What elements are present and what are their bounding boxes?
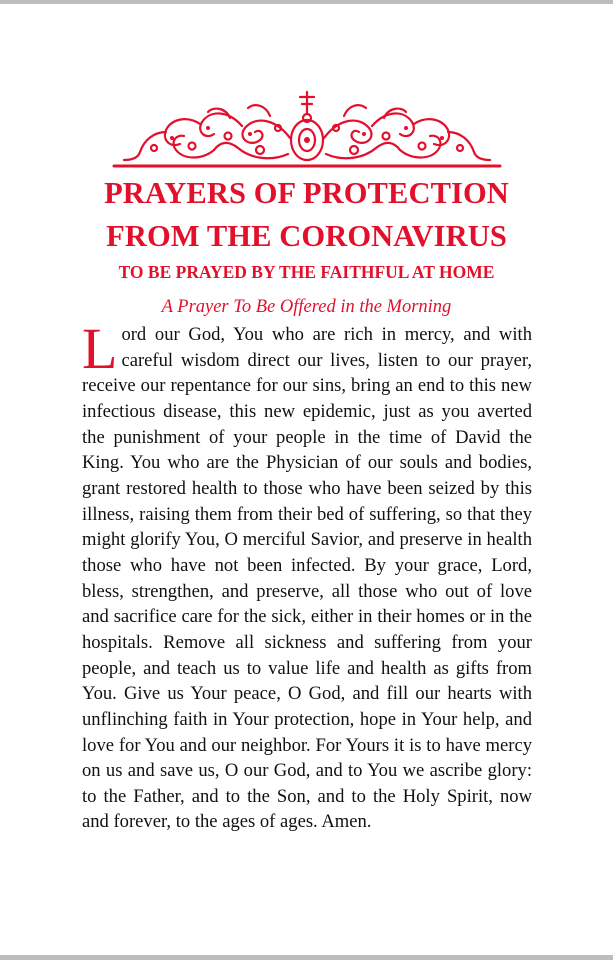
subtitle: TO BE PRAYED BY THE FAITHFUL AT HOME (118, 262, 495, 282)
prayer-body (82, 316, 532, 835)
title-line-2: FROM THE CORONAVIRUS (106, 219, 507, 253)
ornament-icon (110, 88, 504, 170)
drop-cap: L (82, 316, 118, 381)
prayer-text: ord our God, You who are rich in mercy, and with careful wisdom direct our lives, listen to our prayer, receive our repentance for our sins, bring an end to this new infectious disease, this new epidemic, just as you averted the punishment of your people in the time of David the King. You who are the Physician of our souls and bodies, grant restored health to those who have been seized by this illness, raising them from their bed of suffering, so that they might glorify You, O merciful Savior, and preserve in health those who have not been infected. By your grace, Lord, bless, strengthen, and preserve, all those who out of love and sacrifice care for the sick, either in their homes or in the hospitals. Remove all sickness and suffering from your people, and teach us to value life and health as gifts from You. Give us Your peace, O God, and fill our hearts with unflinching faith in Your protection, hope in Your help, and love for You and our neighbor. For Yours it is to have mercy on us and save us, O our God, and to You we ascribe glory: to the Father, and to the Son, and to the Holy Spirit, now and forever, to the ages of ages. Amen. (82, 324, 532, 833)
title-line-1: PRAYERS OF PROTECTION (104, 176, 509, 210)
prayer-heading: A Prayer To Be Offered in the Morning (161, 297, 452, 317)
